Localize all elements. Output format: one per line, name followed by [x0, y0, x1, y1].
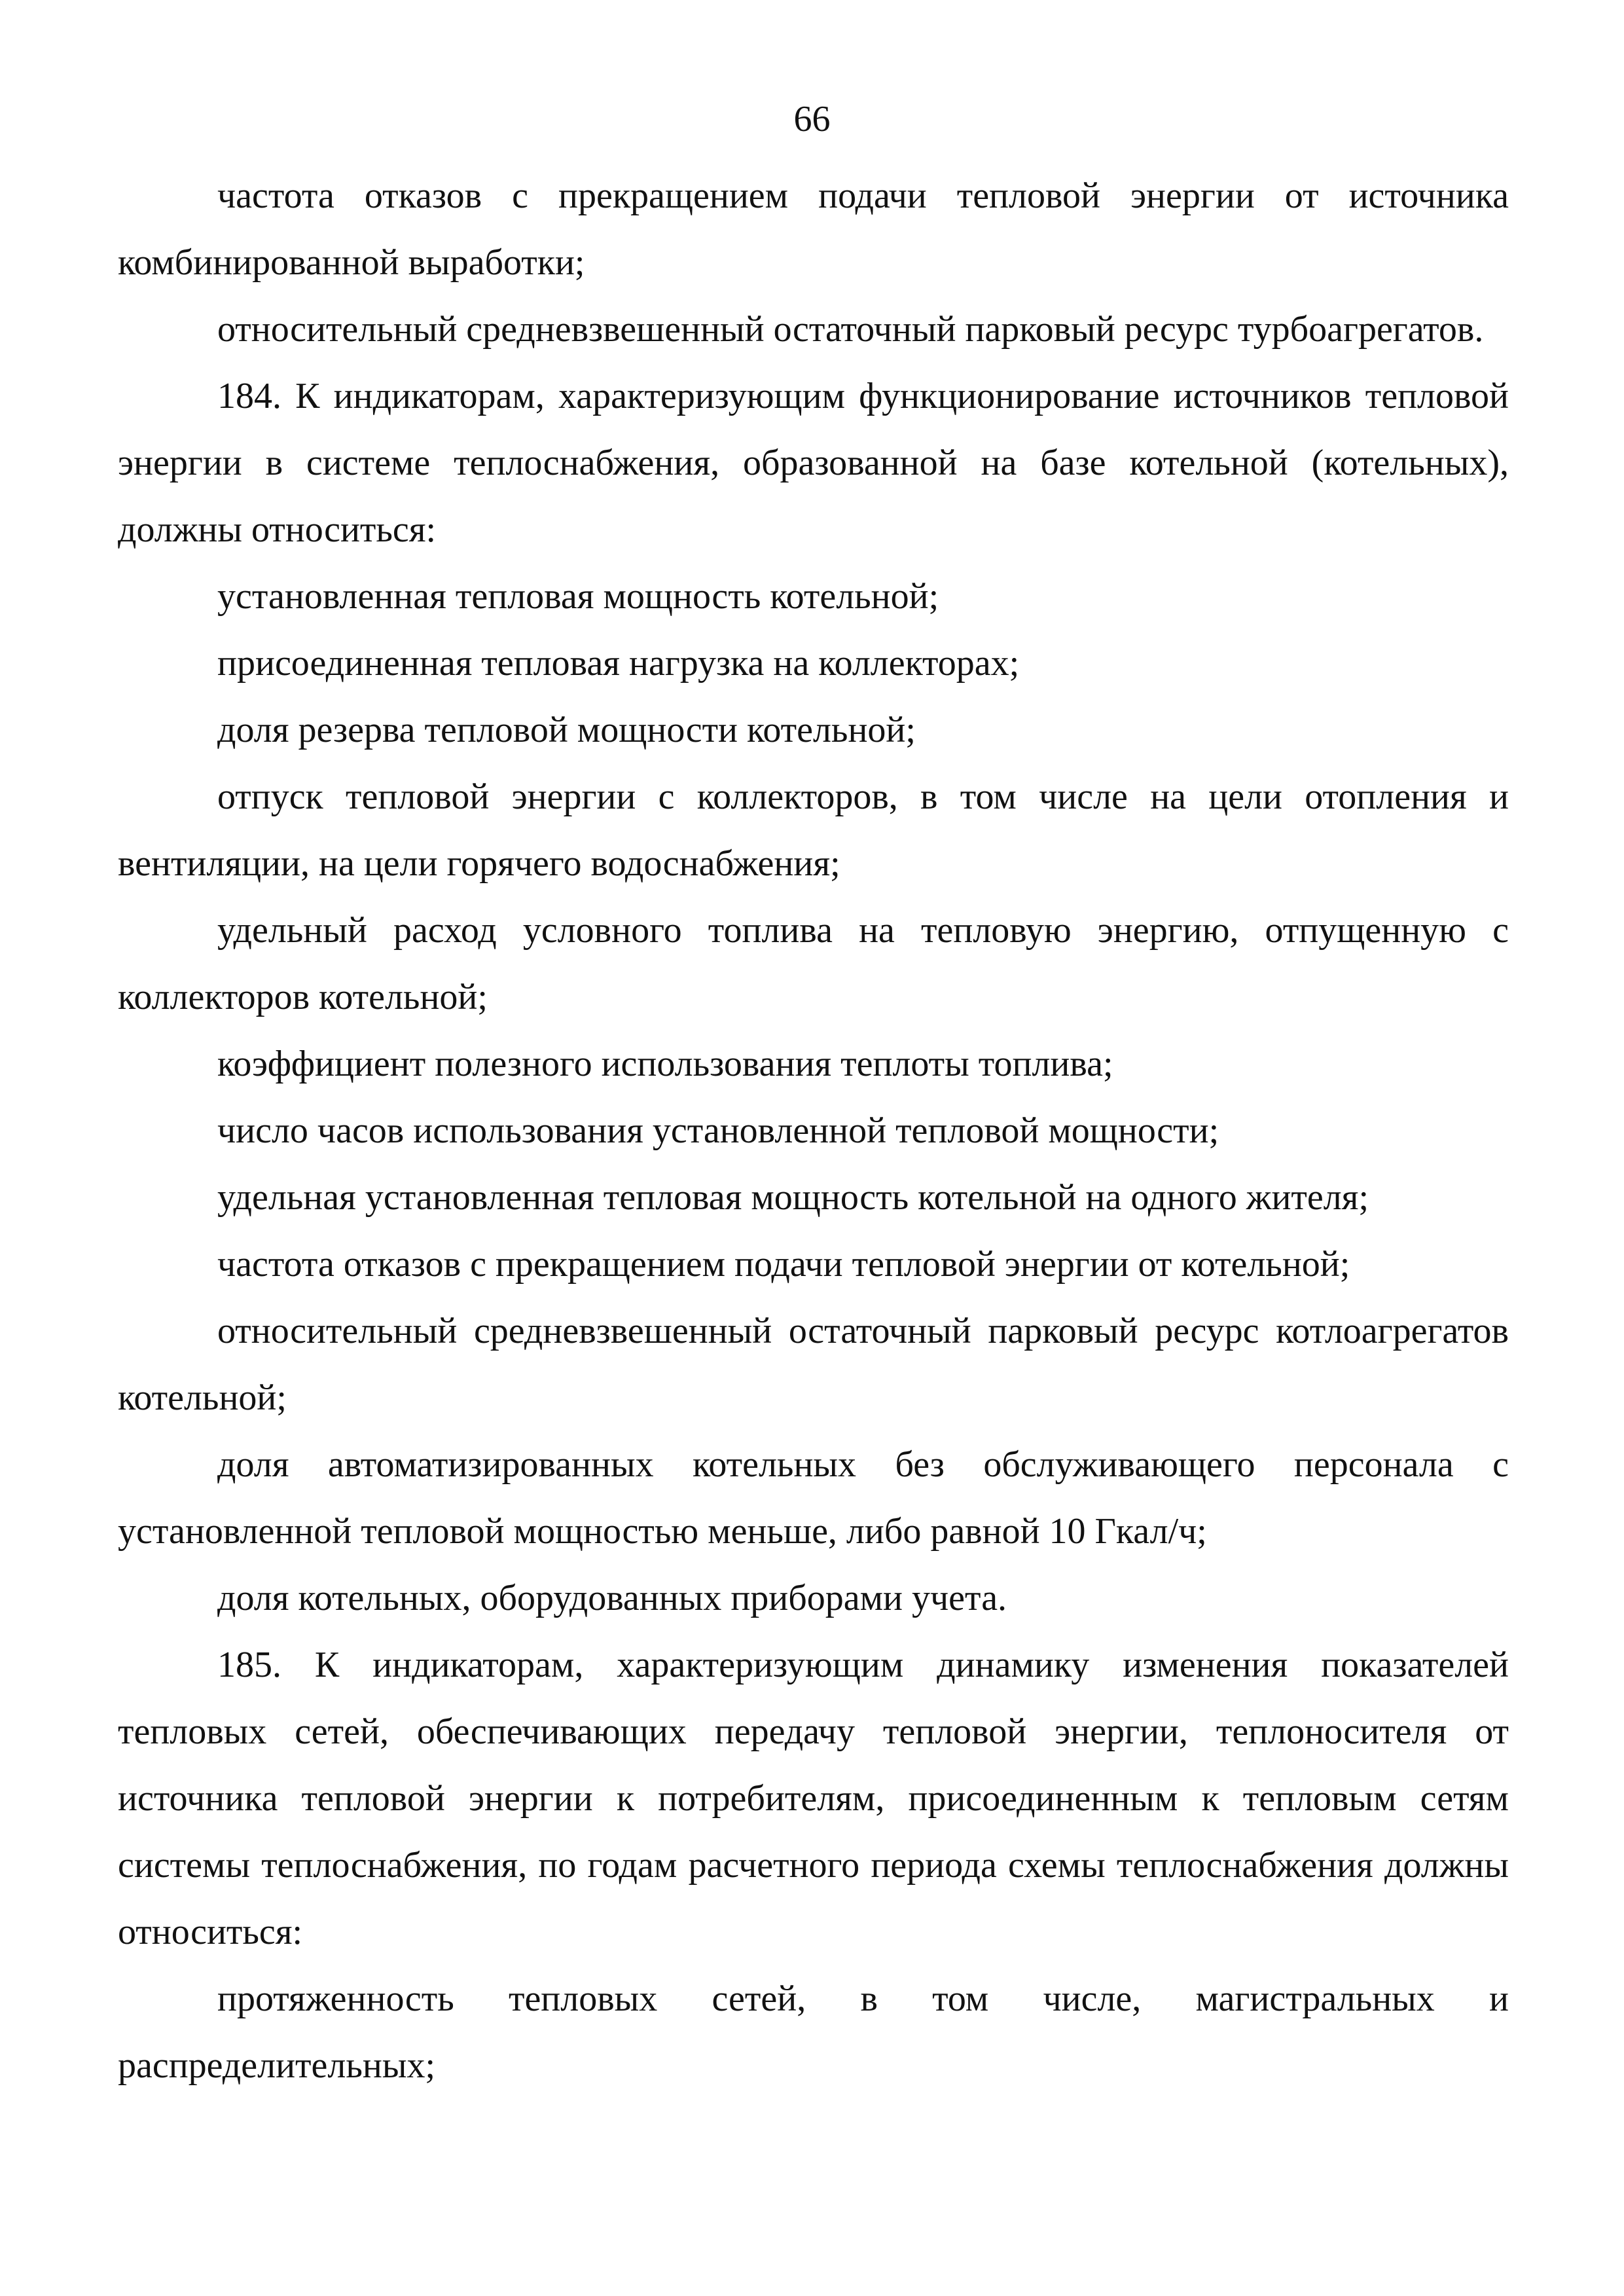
paragraph: относительный средневзвешенный остаточный парковый ресурс турбоагрегатов. [217, 309, 1484, 350]
paragraph: удельный расход условного топлива на тепловую энергию, отпущенную с коллекторов котельной; [118, 910, 1509, 1017]
paragraph: частота отказов с прекращением подачи тепловой энергии от источника комбинированной выработки; [118, 175, 1509, 283]
paragraph: протяженность тепловых сетей, в том числе, магистральных и распределительных; [118, 1978, 1509, 2086]
paragraph: относительный средневзвешенный остаточный парковый ресурс котлоагрегатов котельной; [118, 1311, 1509, 1418]
paragraph-185: 185. К индикаторам, характеризующим динамику изменения показателей тепловых сетей, обеспечивающих передачу тепловой энергии, теплоносителя от источника тепловой энергии к потребителям, присоединенным к тепловым сетям системы теплоснабжения, по годам расчетного периода схемы теплоснабжения должны относиться: [118, 1645, 1509, 1952]
paragraph: присоединенная тепловая нагрузка на коллекторах; [217, 643, 1020, 683]
paragraph: число часов использования установленной тепловой мощности; [217, 1110, 1219, 1151]
paragraph: коэффициент полезного использования теплоты топлива; [217, 1044, 1113, 1084]
page-number: 66 [793, 99, 831, 139]
document-body [118, 162, 1509, 2099]
paragraph: доля котельных, оборудованных приборами учета. [217, 1578, 1007, 1618]
paragraph: установленная тепловая мощность котельной; [217, 576, 939, 617]
paragraph: доля резерва тепловой мощности котельной; [217, 710, 916, 750]
paragraph: доля автоматизированных котельных без обслуживающего персонала с установленной тепловой мощностью меньше, либо равной 10 Гкал/ч; [118, 1444, 1509, 1552]
paragraph: частота отказов с прекращением подачи тепловой энергии от котельной; [217, 1244, 1350, 1285]
paragraph-184: 184. К индикаторам, характеризующим функционирование источников тепловой энергии в системе теплоснабжения, образованной на базе котельной (котельных), должны относиться: [118, 376, 1509, 550]
paragraph: удельная установленная тепловая мощность котельной на одного жителя; [217, 1177, 1369, 1218]
paragraph: отпуск тепловой энергии с коллекторов, в том числе на цели отопления и вентиляции, на цели горячего водоснабжения; [118, 776, 1509, 884]
